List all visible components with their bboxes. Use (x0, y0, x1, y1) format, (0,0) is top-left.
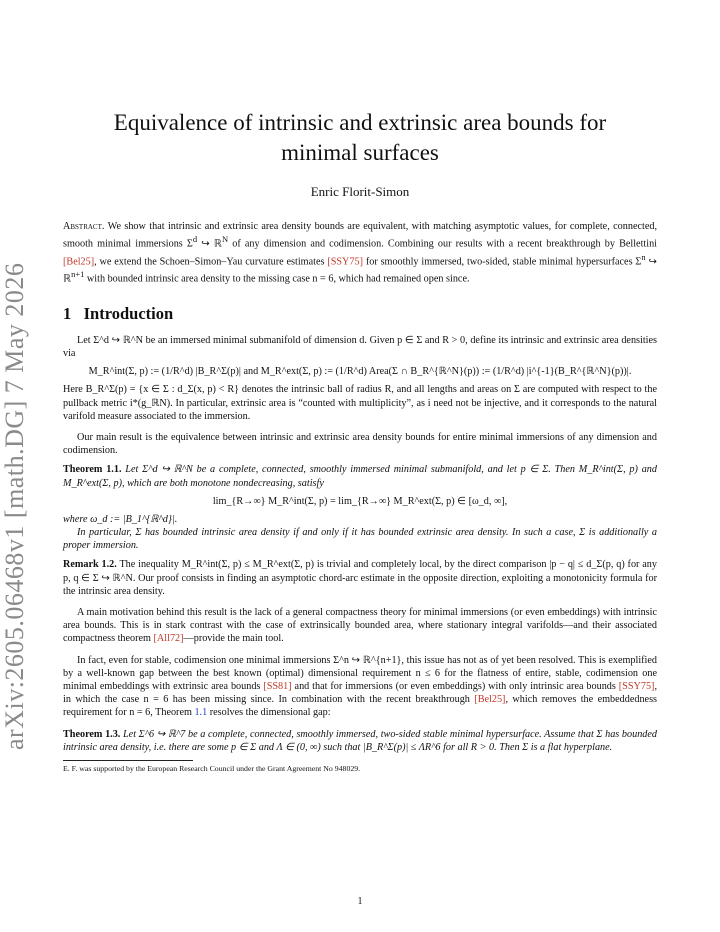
citation-all72[interactable]: [All72] (153, 633, 184, 645)
intro-paragraph-3: Our main result is the equivalence between intrinsic and extrinsic area density bounds for entire minimal immersions of any dimension and codimension. (63, 432, 657, 457)
intro-paragraph-2: Here B_R^Σ(p) = {x ∈ Σ : d_Σ(x, p) < R} denotes the intrinsic ball of radius R, and all lengths and areas on Σ are computed with respect to the pullback metric i*(g_ℝN). In particular, extrinsic area is “counted with multiplicity”, as i need not be injective, and it corresponds to the natural varifold measure associated to the immersion. (63, 384, 657, 422)
footnote: E. F. was supported by the European Research Council under the Grant Agreement No 948029. (63, 764, 361, 774)
page-number: 1 (357, 896, 363, 907)
author-name: Enric Florit-Simon (310, 184, 410, 199)
theorem-1-3: Theorem 1.3. Let Σ^6 ↪ ℝ^7 be a complete, connected, smoothly immersed, two-sided stable minimal hypersurface. Assume that Σ has bounded intrinsic area density, i.e. there are some p ∈ Σ and Λ ∈ (0, ∞) such that |B_R^Σ(p)| ≤ ΛR^6 for all R > 0. Then Σ is a flat hyperplane. (63, 728, 657, 753)
footnote-divider (63, 760, 193, 761)
citation-bel25[interactable]: [Bel25] (63, 256, 95, 268)
citation-ssy75[interactable]: [SSY75] (327, 256, 363, 268)
arxiv-identifier: arXiv:2605.06468v1 [math.DG] 7 May 2026 (0, 262, 29, 750)
motivation-paragraph: A main motivation behind this result is the lack of a general compactness theory for minimal immersions (or even embeddings) with intrinsic area bounds. This is in stark contrast with the case of extrinsically bounded area, where stationary integral varifolds—and their associated compactness theorem [All72]—provide the main tool. (63, 607, 657, 645)
abstract-label: Abstract. (63, 221, 105, 232)
citation-ssy75-2[interactable]: [SSY75] (618, 681, 655, 693)
theorem-1-1-paragraph-2: In particular, Σ has bounded intrinsic area density if and only if it has bounded extrinsic area density. In such a case, Σ is additionally a proper immersion. (63, 527, 657, 552)
theorem-1-1: Theorem 1.1. Let Σ^d ↪ ℝ^N be a complete, connected, smoothly immersed minimal submanifold, and let p ∈ Σ. Then M_R^int(Σ, p) and M_R^ext(Σ, p), which are both monotone nondecreasing, satisfy (63, 464, 657, 489)
citation-ss81[interactable]: [SS81] (263, 681, 292, 693)
remark-1-2: Remark 1.2. The inequality M_R^int(Σ, p) ≤ M_R^ext(Σ, p) is trivial and completely local, by the direct comparison |p − q| ≤ d_Σ(p, q) for any p, q ∈ Σ ↪ ℝ^N. Our proof consists in finding an asymptotic chord-arc estimate in the opposite direction, exploiting a monotonicity formula for the intrinsic area density. (63, 559, 657, 597)
equation-area-densities: M_R^int(Σ, p) := (1/R^d) |B_R^Σ(p)| and M_R^ext(Σ, p) := (1/R^d) Area(Σ ∩ B_R^{ℝ^N}(p)) := (1/R^d) |i^{-1}(B_R^{ℝ^N}(p))|. (88, 366, 632, 378)
paper-title: Equivalence of intrinsic and extrinsic area bounds for minimal surfaces (113, 110, 607, 165)
theorem-1-1-where: where ω_d := |B_1^{ℝ^d}|. (63, 513, 178, 525)
citation-bel25-2[interactable]: [Bel25] (474, 694, 506, 706)
paper-content (63, 108, 657, 774)
equation-limit: lim_{R→∞} M_R^int(Σ, p) = lim_{R→∞} M_R^ext(Σ, p) ∈ [ω_d, ∞], (212, 495, 508, 507)
section-heading: 1 Introduction (63, 303, 174, 323)
theorem-reference-link[interactable]: 1.1 (194, 707, 208, 719)
intro-paragraph-1: Let Σ^d ↪ ℝ^N be an immersed minimal submanifold of dimension d. Given p ∈ Σ and R > 0, define its intrinsic and extrinsic area densities via (63, 334, 657, 360)
fact-paragraph: In fact, even for stable, codimension one minimal immersions Σ^n ↪ ℝ^{n+1}, this issue has not as of yet been resolved. This is exemplified by a well-known gap between the best known (optimal) dimensional requirement n ≤ 6 for the flatness of entire, stable, codimension one minimal embeddings with extrinsic area bounds [SS81] and that for immersions (or even embeddings) with only intrinsic area bounds [SSY75], in which the case n = 6 has been missing since. In combination with the recent breakthrough [Bel25], which removes the embeddedness requirement for n = 6, Theorem 1.1 resolves the dimensional gap: (63, 654, 658, 719)
abstract: Abstract. We show that intrinsic and extrinsic area density bounds are equivalent, with matching asymptotic values, for complete, connected, smooth minimal immersions $\Sigma^d$ ↪ ℝ$^N$ of any dimension and codimension. Combining our results with a recent breakthrough by Bellettini [Bel25], we extend the Schoen–Simon–Yau curvature estimates [SSY75] for smoothly immersed, two-sided, stable minimal hypersurfaces $\Sigma^n$ ↪ ℝ$^{n+1}$ with bounded intrinsic area density to the missing case n = 6, which had remained open since. (63, 221, 657, 285)
